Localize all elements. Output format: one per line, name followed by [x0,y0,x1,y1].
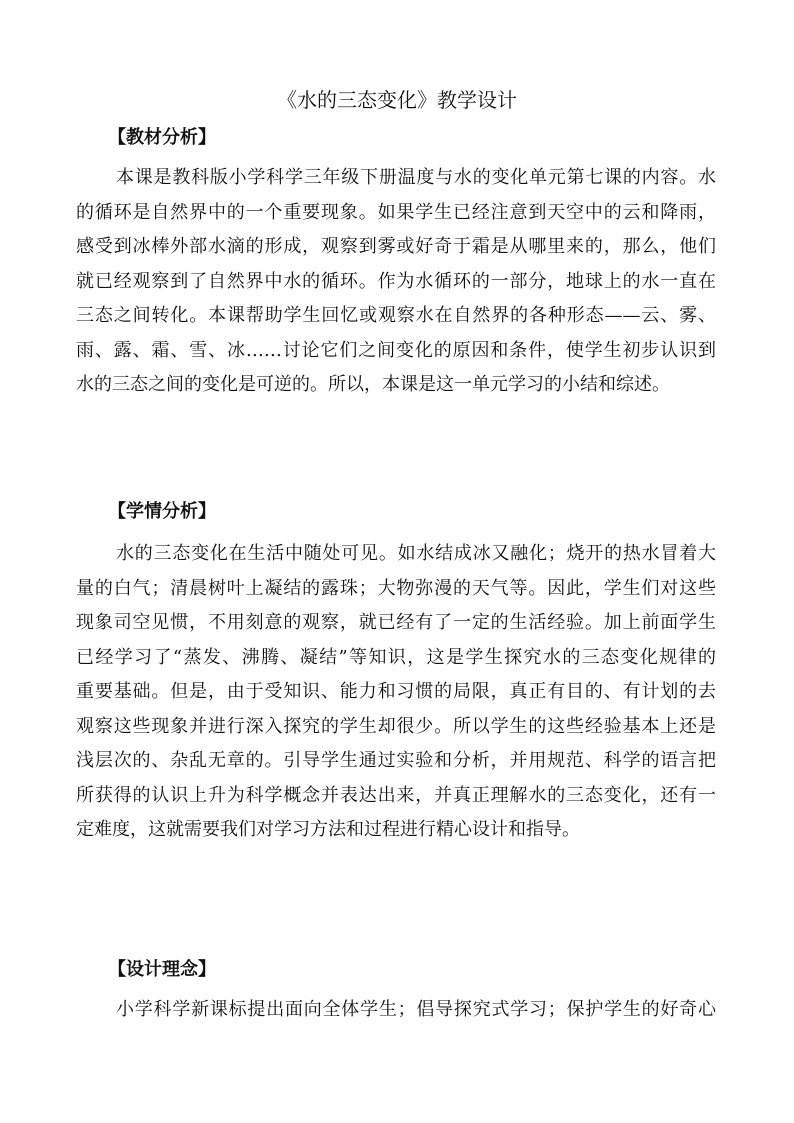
text-line: 已经学习了“蒸发、沸腾、凝结”等知识，这是学生探究水的三态变化规律的 [76,646,716,668]
text-line: 浅层次的、杂乱无章的。引导学生通过实验和分析，并用规范、科学的语言把 [76,750,716,771]
text-line: 所获得的认识上升为科学概念并表达出来，并真正理解水的三态变化，还有一 [76,784,716,806]
section-heading-learner-analysis: 【学情分析】 [108,501,216,522]
text-line: 三态之间转化。本课帮助学生回忆或观察水在自然界的各种形态——云、雾、 [76,305,716,326]
section-heading-design-concept: 【设计理念】 [108,959,216,980]
text-line: 就已经观察到了自然界中水的循环。作为水循环的一部分，地球上的水一直在 [76,270,716,292]
paragraph-learner-analysis [76,537,716,848]
text-line: 定难度，这就需要我们对学习方法和过程进行精心设计和指导。 [76,819,580,840]
text-line: 雨、露、霜、雪、冰……讨论它们之间变化的原因和条件，使学生初步认识到 [76,339,716,361]
paragraph-textbook-analysis [76,161,716,403]
text-line: 量的白气；清晨树叶上凝结的露珠；大物弥漫的天气等。因此，学生们对这些 [76,577,716,599]
text-line: 观察这些现象并进行深入探究的学生却很少。所以学生的这些经验基本上还是 [76,715,716,737]
text-line: 感受到冰棒外部水滴的形成，观察到雾或好奇于霜是从哪里来的，那么，他们 [76,236,716,257]
section-heading-textbook-analysis: 【教材分析】 [108,127,216,148]
paragraph-design-concept [76,993,716,1028]
text-line: 重要基础。但是，由于受知识、能力和习惯的局限，真正有目的、有计划的去 [76,681,716,702]
text-line: 水的三态之间的变化是可逆的。所以，本课是这一单元学习的小结和综述。 [76,374,670,395]
text-line: 水的三态变化在生活中随处可见。如水结成冰又融化；烧开的热水冒着大 [116,543,716,564]
text-line: 小学科学新课标提出面向全体学生；倡导探究式学习；保护学生的好奇心 [116,999,716,1020]
document-title: 《水的三态变化》教学设计 [277,88,517,112]
text-line: 本课是教科版小学科学三年级下册温度与水的变化单元第七课的内容。水 [116,167,716,188]
text-line: 的循环是自然界中的一个重要现象。如果学生已经注意到天空中的云和降雨， [76,201,716,223]
text-line: 现象司空见惯，不用刻意的观察，就已经有了一定的生活经验。加上前面学生 [76,612,716,633]
